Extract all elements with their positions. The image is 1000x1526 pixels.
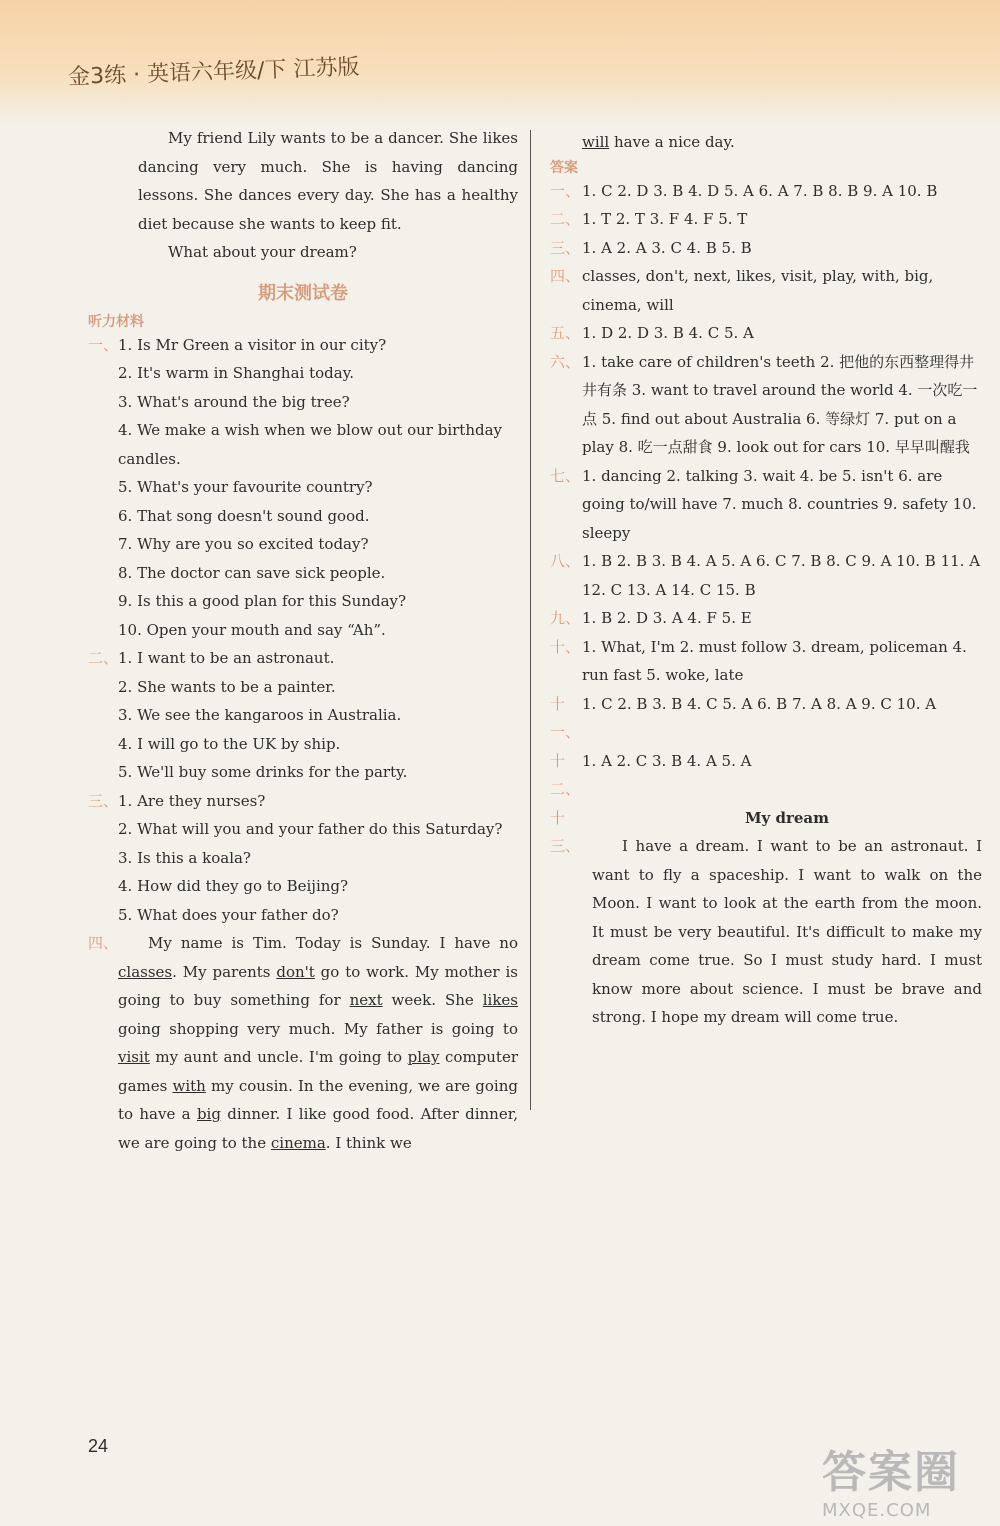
passage-text: my cousin. In the evening, we are going to have a	[118, 1076, 518, 1123]
blank-answer: classes	[118, 962, 173, 981]
part-number: 六、	[550, 352, 581, 371]
answer-row	[550, 690, 982, 747]
blank-answer: play	[407, 1048, 440, 1066]
continued-line	[550, 128, 982, 157]
answer-text: 1. B 2. D 3. A 4. F 5. E	[582, 609, 752, 627]
answer-row	[550, 462, 982, 548]
part-number: 十三、	[550, 808, 581, 855]
passage-text: going shopping very much. My father is going to	[118, 1019, 518, 1038]
continued-text: have a nice day.	[609, 133, 735, 151]
answer-text: 1. What, I'm 2. must follow 3. dream, policeman 4. run fast 5. woke, late	[582, 637, 967, 684]
essay-title: My dream	[744, 808, 830, 827]
listening-part-2	[88, 644, 518, 787]
blank-answer: with	[172, 1076, 206, 1095]
part-number: 一、	[550, 181, 581, 200]
part-number: 七、	[550, 466, 581, 485]
part-number: 十、	[550, 637, 581, 656]
answer-row	[550, 205, 982, 234]
answers-label: 答案	[550, 159, 578, 176]
answer-text: 1. D 2. D 3. B 4. C 5. A	[582, 324, 754, 342]
passage-text: computer games	[118, 1048, 519, 1095]
passage-text: dinner. I like good food. After dinner, we are going to the	[118, 1105, 518, 1152]
blank-answer: cinema	[270, 1133, 326, 1152]
underlined-word: will	[582, 133, 610, 151]
passage-text: . I think we	[325, 1133, 412, 1152]
part-number: 四、	[550, 267, 581, 285]
blank-answer: likes	[482, 991, 518, 1009]
list-item: 2. It's warm in Shanghai today.	[118, 364, 354, 382]
list-item: 4. We make a wish when we blow out our birthday candles.	[118, 421, 503, 468]
answer-row	[550, 234, 982, 263]
part-number: 三、	[550, 238, 581, 257]
essay-text: I have a dream. I want to be an astronaut. I want to fly a spaceship. I want to walk on the Moon. I want to look at the earth from the moon. It must be very beautiful. It's difficult to make my dream come true. So I must study hard. I must know more about science. I must be brave and strong. I hope my dream will come true.	[592, 837, 982, 1026]
part-number: 十一、	[550, 694, 581, 741]
part-number: 一、	[88, 335, 119, 354]
watermark-logo	[822, 1436, 992, 1520]
list-item: 2. She wants to be a painter.	[118, 677, 336, 696]
list-item: 2. What will you and your father do this Saturday?	[118, 820, 503, 838]
list-item: 6. That song doesn't sound good.	[118, 506, 370, 525]
blank-answer: don't	[276, 962, 315, 981]
answer-list	[550, 177, 982, 804]
answer-text: 1. dancing 2. talking 3. wait 4. be 5. isn't 6. are going to/will have 7. much 8. countries 9. safety 10. sleepy	[582, 466, 977, 542]
blank-answer: big	[196, 1105, 221, 1123]
answer-text: 1. C 2. D 3. B 4. D 5. A 6. A 7. B 8. B 9. A 10. B	[582, 181, 938, 200]
answer-row	[550, 177, 982, 206]
list-item: 4. I will go to the UK by ship.	[118, 734, 341, 753]
list-item: 8. The doctor can save sick people.	[118, 563, 386, 582]
section-title: 期末测试卷	[258, 282, 348, 304]
list-item: 3. Is this a koala?	[118, 848, 251, 867]
right-column	[550, 128, 982, 1032]
passage-paragraph	[118, 929, 518, 1157]
listening-label: 听力材料	[88, 313, 144, 330]
answer-row	[550, 633, 982, 690]
essay-section	[550, 804, 982, 1032]
answer-row	[550, 547, 982, 604]
list-item: 10. Open your mouth and say “Ah”.	[118, 620, 386, 639]
header-banner	[0, 0, 1000, 125]
answer-text: 1. B 2. B 3. B 4. A 5. A 6. C 7. B 8. C 9. A 10. B 11. A 12. C 13. A 14. C 15. B	[582, 552, 981, 599]
part-number: 三、	[88, 791, 119, 810]
passage-text: My name is Tim. Today is Sunday. I have no	[148, 934, 518, 952]
answer-text: 1. A 2. C 3. B 4. A 5. A	[582, 751, 752, 770]
intro-paragraph: My friend Lily wants to be a dancer. She likes dancing very much. She is having dancing lessons. She dances every day. She has a healthy diet because she wants to keep fit.	[138, 129, 518, 233]
book-title: 金3练 · 英语六年级/下 江苏版	[67, 54, 360, 91]
list-item: 9. Is this a good plan for this Sunday?	[118, 592, 407, 610]
answer-text: 1. A 2. A 3. C 4. B 5. B	[582, 238, 752, 257]
passage-text: my aunt and uncle. I'm going to	[149, 1048, 408, 1066]
answer-row	[550, 604, 982, 633]
list-item: 1. I want to be an astronaut.	[118, 649, 335, 667]
passage-text: . My parents	[172, 962, 277, 981]
part-number: 八、	[550, 552, 581, 570]
part-number: 五、	[550, 324, 581, 342]
listening-part-4	[88, 929, 518, 1157]
column-divider	[530, 130, 531, 1110]
listening-part-1	[88, 331, 518, 645]
answer-row	[550, 747, 982, 804]
passage-text: week. She	[382, 991, 483, 1009]
blank-answer: next	[349, 991, 383, 1009]
passage-text: go to work. My mother is going to buy something for	[118, 962, 518, 1009]
list-item: 3. What's around the big tree?	[118, 392, 350, 411]
left-column	[88, 124, 518, 1157]
page-number: 24	[88, 1436, 109, 1456]
answer-row	[550, 348, 982, 462]
list-item: 3. We see the kangaroos in Australia.	[118, 706, 402, 724]
list-item: 5. What's your favourite country?	[118, 478, 373, 496]
watermark-text: 答案圈	[822, 1447, 960, 1498]
blank-answer: visit	[118, 1048, 150, 1066]
part-number: 二、	[550, 210, 581, 228]
list-item: 7. Why are you so excited today?	[118, 535, 369, 553]
list-item: 5. We'll buy some drinks for the party.	[118, 763, 408, 781]
list-item: 1. Are they nurses?	[118, 791, 266, 810]
list-item: 5. What does your father do?	[118, 905, 339, 924]
part-number: 十二、	[550, 751, 581, 798]
list-item: 4. How did they go to Beijing?	[118, 877, 349, 895]
listening-part-3	[88, 787, 518, 930]
answer-row	[550, 262, 982, 319]
watermark-url: MXQE.COM	[822, 1500, 932, 1521]
answer-text: 1. C 2. B 3. B 4. C 5. A 6. B 7. A 8. A 9. C 10. A	[582, 694, 937, 713]
intro-question: What about your dream?	[168, 243, 357, 261]
answer-text: classes, don't, next, likes, visit, play, with, big, cinema, will	[582, 267, 934, 314]
list-item: 1. Is Mr Green a visitor in our city?	[118, 335, 387, 354]
answer-text: 1. take care of children's teeth 2. 把他的东西整理得井井有条 3. want to travel around the world 4. 一次吃一点 5. find out about Australia 6. 等绿灯 7. put on a play 8. 吃一点甜食 9. look out for cars 10. 早早叫醒我	[582, 352, 978, 456]
answer-text: 1. T 2. T 3. F 4. F 5. T	[582, 210, 748, 228]
part-number: 九、	[550, 609, 581, 627]
answer-row	[550, 319, 982, 348]
part-number: 二、	[88, 649, 119, 667]
part-number: 四、	[88, 934, 119, 952]
